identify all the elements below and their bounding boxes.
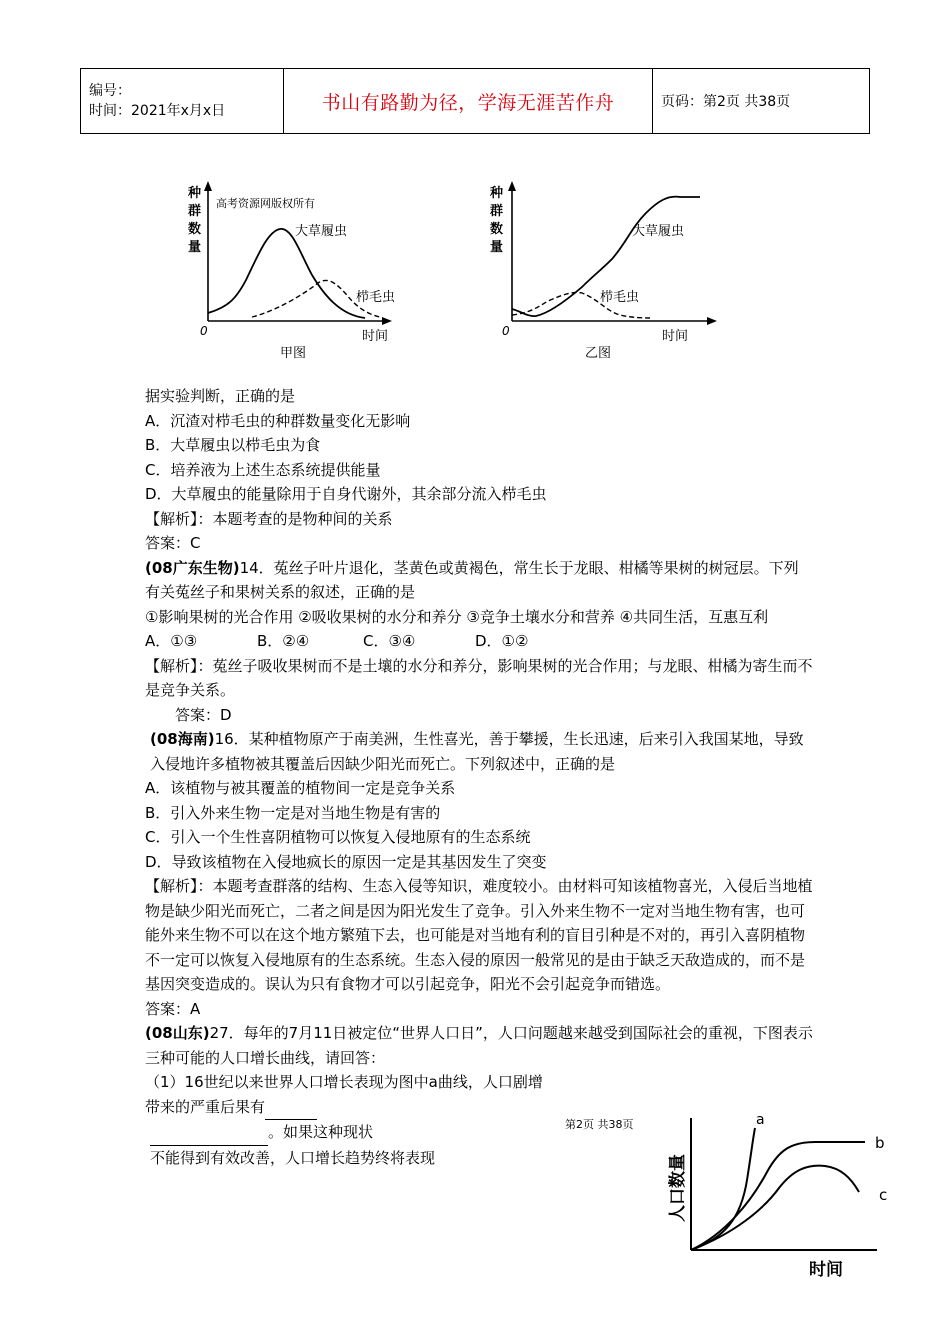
yi-origin: 0	[502, 324, 510, 338]
q4-sub1-line1	[145, 1070, 545, 1120]
yi-ylabel-2: 群	[490, 204, 504, 219]
q4-sub1-line2	[145, 1120, 545, 1146]
yi-series2-label: 栉毛虫	[600, 290, 640, 305]
q2-items: ①影响果树的光合作用 ②吸收果树的水分和养分 ③竞争土壤水分和营养 ④共同生活，互惠互利	[145, 607, 769, 626]
q2-stem: 14．菟丝子叶片退化，茎黄色或黄褐色，常生长于龙眼、柑橘等果树的树冠层。下列有关菟丝子和果树关系的叙述，正确的是	[145, 558, 799, 601]
q4-stem: 27．每年的7月11日被定位“世界人口日”，人口问题越来越受到国际社会的重视，下图表示三种可能的人口增长曲线，请回答：	[145, 1024, 813, 1067]
figure-yi	[489, 181, 717, 361]
jia-ylabel-2: 群	[188, 204, 202, 219]
q2-stem-paragraph	[145, 556, 813, 605]
q4-source: (08山东)	[145, 1024, 210, 1042]
q2-option-c: C．③④	[363, 632, 416, 650]
yi-ylabel-1: 种	[490, 186, 504, 201]
yi-caption: 乙图	[585, 346, 612, 361]
document-body	[145, 384, 813, 1170]
fig2-xlabel: 时间	[809, 1260, 843, 1280]
q1-option-c: C．培养液为上述生态系统提供能量	[145, 460, 381, 479]
jia-xlabel: 时间	[362, 329, 389, 344]
page-label: 页码：第2页 共38页	[653, 69, 870, 134]
q3-answer: 答案：A	[145, 999, 201, 1018]
q3-source: (08海南)	[150, 730, 215, 748]
q2-options	[145, 629, 813, 654]
q4-sub1-text-c: 不能得到有效改善，人口增长趋势终将表现	[150, 1148, 436, 1167]
q2-option-d: D．①②	[475, 632, 529, 650]
jia-x-arrow	[382, 317, 392, 325]
q3-option-d: D．导致该植物在入侵地疯长的原因一定是其基因发生了突变	[145, 852, 547, 871]
figure-jia	[187, 181, 395, 361]
q4-sub1	[145, 1070, 545, 1170]
q2-answer: 答案：D	[175, 705, 232, 724]
curve-a-label: a	[756, 1112, 765, 1128]
curve-b-label: b	[875, 1134, 885, 1152]
answer-blank-1[interactable]	[265, 1095, 317, 1121]
q3-option-b: B．引入外来生物一定是对当地生物是有害的	[145, 803, 441, 822]
population-figure	[180, 175, 730, 365]
header-left-cell	[81, 69, 284, 134]
q2-source: (08广东生物)	[145, 558, 240, 577]
curve-a	[691, 1128, 755, 1250]
page-header	[80, 68, 870, 134]
population-growth-figure	[655, 1110, 895, 1286]
jia-caption: 甲图	[280, 346, 307, 361]
answer-blank-2[interactable]	[150, 1120, 268, 1146]
q3-stem: 16．某种植物原产于南美洲，生性喜光，善于攀援，生长迅速，后来引入我国某地，导致入侵地许多植物被其覆盖后因缺少阳光而死亡。下列叙述中，正确的是	[150, 730, 804, 773]
q1-answer: 答案：C	[145, 534, 201, 552]
yi-y-arrow	[508, 181, 516, 191]
q3-option-c: C．引入一个生性喜阴植物可以恢复入侵地原有的生态系统	[145, 828, 531, 846]
yi-ylabel-4: 量	[490, 240, 504, 255]
q4-sub1-text-a: （1）16世纪以来世界人口增长表现为图中a曲线，人口剧增带来的严重后果有	[145, 1073, 543, 1116]
yi-xlabel: 时间	[662, 329, 689, 344]
jia-series2-label: 栉毛虫	[356, 290, 396, 305]
q4-stem-paragraph	[145, 1021, 813, 1070]
number-label: 编号：	[89, 83, 131, 99]
jia-origin: 0	[200, 324, 208, 338]
q2-option-b: B．②④	[257, 632, 310, 650]
q1-analysis: 【解析】：本题考查的是物种间的关系	[145, 509, 393, 528]
q1-option-a: A．沉渣对栉毛虫的种群数量变化无影响	[145, 411, 411, 430]
q1-stem: 据实验判断，正确的是	[145, 387, 296, 405]
jia-ylabel-3: 数	[188, 222, 202, 237]
yi-ylabel-3: 数	[490, 222, 504, 237]
q1-option-b: B．大草履虫以栉毛虫为食	[145, 436, 321, 454]
jia-ylabel-1: 种	[188, 186, 202, 201]
jia-series1-label: 大草履虫	[295, 224, 348, 239]
q3-stem-paragraph	[145, 727, 813, 776]
q4-sub1-text-b: 。如果这种现状	[268, 1123, 374, 1141]
jia-watermark: 高考资源网版权所有	[216, 197, 315, 210]
fig2-ylabel: 人口数量	[668, 1154, 688, 1222]
jia-curve-paramecium	[208, 229, 365, 318]
figure-page-note: 第2页 共38页	[565, 1118, 634, 1131]
yi-x-arrow	[707, 317, 717, 325]
curve-b	[691, 1142, 865, 1250]
jia-y-arrow	[204, 181, 212, 191]
q2-analysis: 【解析】：菟丝子吸收果树而不是土壤的水分和养分，影响果树的光合作用；与龙眼、柑橘为寄生而不是竞争关系。	[145, 656, 813, 699]
q2-option-a: A．①③	[145, 632, 198, 650]
q1-option-d: D．大草履虫的能量除用于自身代谢外，其余部分流入栉毛虫	[145, 485, 547, 503]
curve-c-label: c	[879, 1186, 888, 1204]
q3-analysis: 【解析】：本题考查群落的结构、生态入侵等知识，难度较小。由材料可知该植物喜光，入侵后当地植物是缺少阳光而死亡，二者之间是因为阳光发生了竞争。引入外来生物不一定对当地生物有害，也可能外来生物不可以在这个地方繁殖下去，也可能是对当地有利的盲目引种是不对的，再引入喜阴植物不一定可以恢复入侵地原有的生态系统。生态入侵的原因一般常见的是由于缺乏天敌造成的，而不是基因突变造成的。误认为只有食物才可以引起竞争，阳光不会引起竞争而错选。	[145, 877, 813, 993]
motto: 书山有路勤为径，学海无涯苦作舟	[284, 69, 653, 134]
yi-series1-label: 大草履虫	[632, 224, 685, 239]
jia-ylabel-4: 量	[188, 240, 202, 255]
q3-option-a: A．该植物与被其覆盖的植物间一定是竞争关系	[145, 779, 456, 797]
time-label: 时间：2021年x月x日	[89, 103, 226, 119]
